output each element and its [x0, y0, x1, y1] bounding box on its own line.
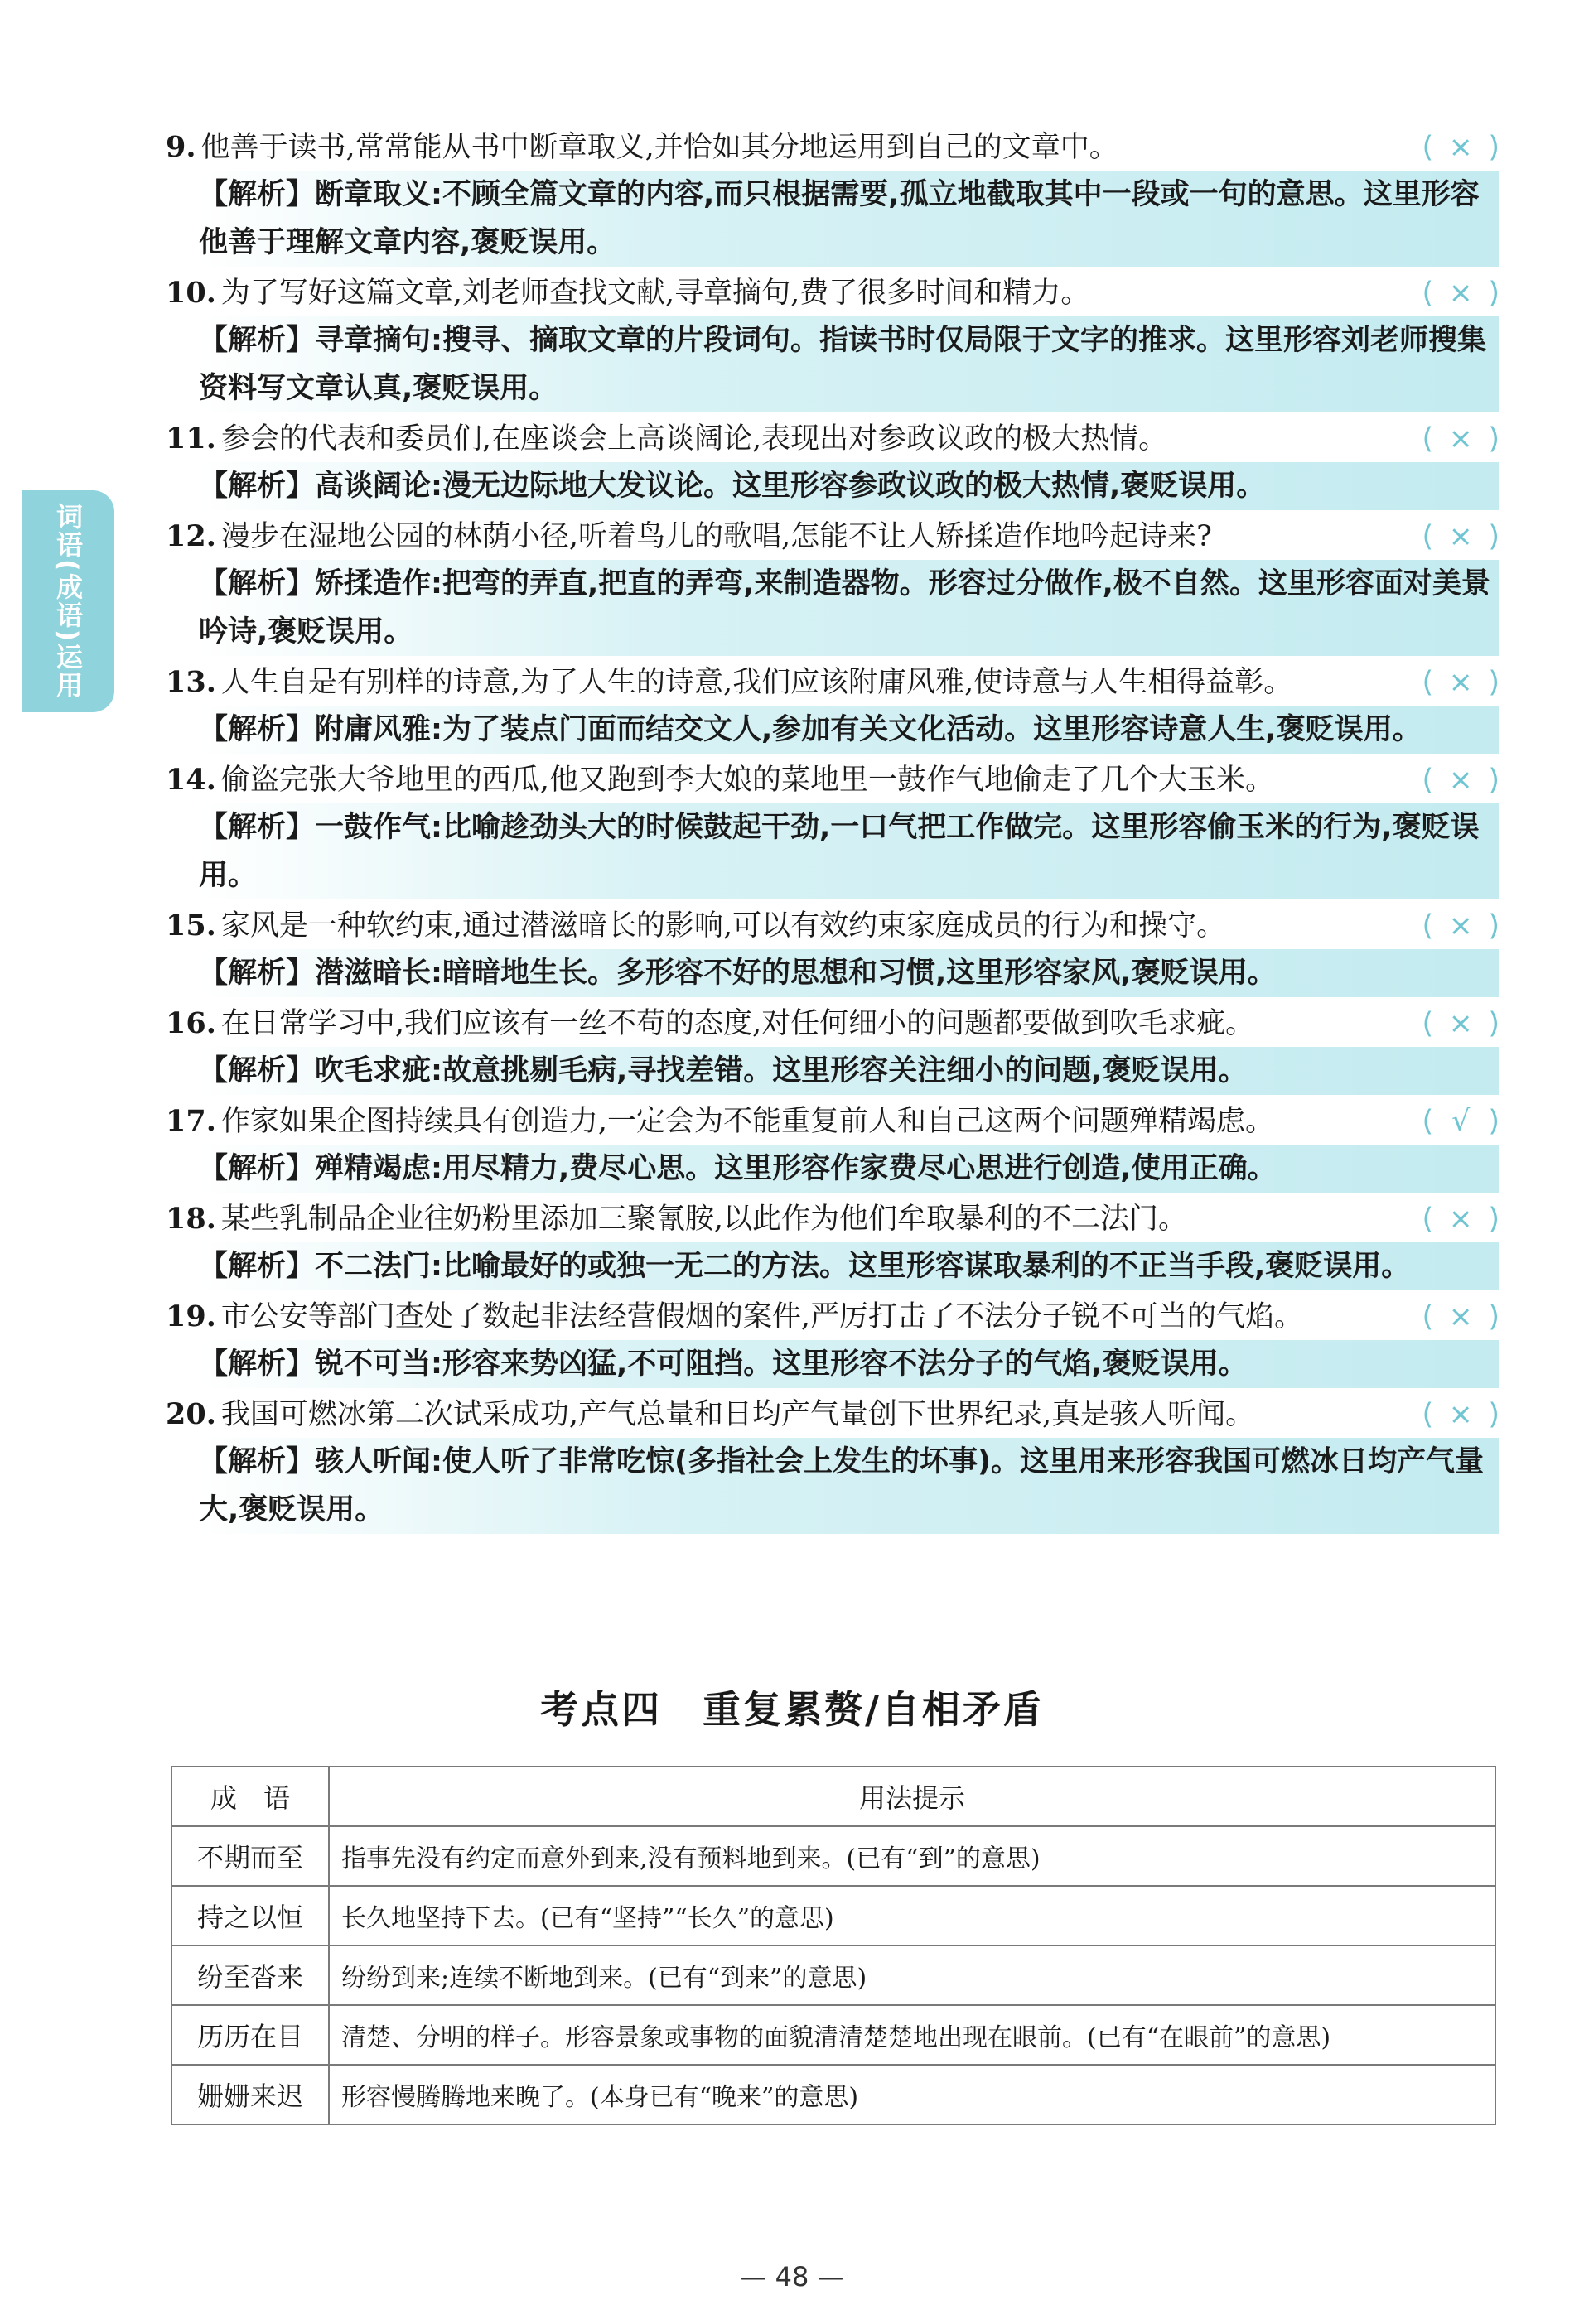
- question-text: 参会的代表和委员们,在座谈会上高谈阔论,表现出对参政议政的极大热情。: [220, 422, 1168, 456]
- question-item: [166, 1098, 1499, 1193]
- analysis-text: 【解析】一鼓作气:比喻趁劲头大的时候鼓起干劲,一口气把工作做完。这里形容偷玉米的行为,褒贬误用。: [199, 803, 1499, 899]
- question-number: 11.: [166, 422, 216, 456]
- idiom-cell: 持之以恒: [171, 1886, 329, 1946]
- answer-mark: ( × ): [1392, 1000, 1499, 1047]
- answer-symbol: ×: [1448, 666, 1473, 699]
- page-number: — 48 —: [740, 2261, 844, 2293]
- analysis-text: 【解析】殚精竭虑:用尽精力,费尽心思。这里形容作家费尽心思进行创造,使用正确。: [199, 1145, 1499, 1193]
- analysis-text: 【解析】吹毛求疵:故意挑剔毛病,寻找差错。这里形容关注细小的问题,褒贬误用。: [199, 1047, 1499, 1095]
- analysis-text: 【解析】断章取义:不顾全篇文章的内容,而只根据需要,孤立地截取其中一段或一句的意思。这里形容他善于理解文章内容,褒贬误用。: [199, 171, 1499, 267]
- answer-symbol: ×: [1448, 909, 1473, 943]
- analysis-text: 【解析】不二法门:比喻最好的或独一无二的方法。这里形容谋取暴利的不正当手段,褒贬误用。: [199, 1242, 1499, 1290]
- question-item: [166, 416, 1499, 510]
- column-header-usage: 用法提示: [329, 1767, 1495, 1826]
- question-item: [166, 1294, 1499, 1388]
- question-text: 为了写好这篇文章,刘老师查找文献,寻章摘句,费了很多时间和精力。: [220, 277, 1090, 310]
- answer-mark: ( × ): [1392, 270, 1499, 316]
- usage-cell: 长久地坚持下去。(已有“坚持”“长久”的意思): [329, 1886, 1495, 1946]
- question-number: 14.: [166, 763, 216, 797]
- answer-mark: ( × ): [1392, 416, 1499, 462]
- answer-mark: ( × ): [1392, 757, 1499, 803]
- analysis-text: 【解析】高谈阔论:漫无边际地大发议论。这里形容参政议政的极大热情,褒贬误用。: [199, 462, 1499, 510]
- question-item: [166, 124, 1499, 267]
- question-number: 17.: [166, 1104, 216, 1138]
- usage-cell: 形容慢腾腾地来晚了。(本身已有“晚来”的意思): [329, 2065, 1495, 2124]
- question-item: [166, 757, 1499, 899]
- question-item: [166, 1000, 1499, 1095]
- usage-cell: 纷纷到来;连续不断地到来。(已有“到来”的意思): [329, 1946, 1495, 2005]
- question-text: 人生自是有别样的诗意,为了人生的诗意,我们应该附庸风雅,使诗意与人生相得益彰。: [220, 666, 1293, 699]
- answer-symbol: ×: [1448, 131, 1473, 164]
- answer-symbol: ×: [1448, 1007, 1473, 1040]
- analysis-text: 【解析】潜滋暗长:暗暗地生长。多形容不好的思想和习惯,这里形容家风,褒贬误用。: [199, 949, 1499, 997]
- analysis-text: 【解析】寻章摘句:搜寻、摘取文章的片段词句。指读书时仅局限于文字的推求。这里形容刘老师搜集资料写文章认真,褒贬误用。: [199, 316, 1499, 412]
- question-text: 我国可燃冰第二次试采成功,产气总量和日均产气量创下世界纪录,真是骇人听闻。: [220, 1398, 1255, 1431]
- question-item: [166, 659, 1499, 754]
- question-item: [166, 270, 1499, 412]
- question-number: 9.: [166, 130, 196, 164]
- question-text: 家风是一种软约束,通过潜滋暗长的影响,可以有效约束家庭成员的行为和操守。: [220, 909, 1226, 943]
- answer-symbol: ×: [1448, 1203, 1473, 1236]
- question-item: [166, 513, 1499, 656]
- question-item: [166, 1196, 1499, 1290]
- question-number: 19.: [166, 1299, 216, 1333]
- side-tab: [22, 490, 114, 712]
- answer-symbol: ×: [1448, 1300, 1473, 1333]
- question-text: 他善于读书,常常能从书中断章取义,并恰如其分地运用到自己的文章中。: [200, 131, 1118, 164]
- section-heading: 考点四 重复累赘/自相矛盾: [540, 1687, 1044, 1732]
- table-header-row: [171, 1767, 1495, 1826]
- answer-symbol: ×: [1448, 277, 1473, 310]
- question-number: 15.: [166, 909, 216, 943]
- idiom-cell: 不期而至: [171, 1826, 329, 1886]
- idiom-cell: 纷至沓来: [171, 1946, 329, 2005]
- question-number: 12.: [166, 519, 216, 553]
- analysis-text: 【解析】骇人听闻:使人听了非常吃惊(多指社会上发生的坏事)。这里用来形容我国可燃冰日均产气量大,褒贬误用。: [199, 1438, 1499, 1534]
- analysis-text: 【解析】附庸风雅:为了装点门面而结交文人,参加有关文化活动。这里形容诗意人生,褒贬误用。: [199, 706, 1499, 754]
- idiom-table: [171, 1766, 1496, 2125]
- answer-symbol: √: [1451, 1105, 1471, 1138]
- question-text: 偷盗完张大爷地里的西瓜,他又跑到李大娘的菜地里一鼓作气地偷走了几个大玉米。: [220, 764, 1275, 797]
- table-row: [171, 1886, 1495, 1946]
- question-text: 漫步在湿地公园的林荫小径,听着鸟儿的歌唱,怎能不让人矫揉造作地吟起诗来?: [220, 520, 1212, 553]
- question-number: 10.: [166, 276, 216, 310]
- question-number: 13.: [166, 665, 216, 699]
- analysis-text: 【解析】锐不可当:形容来势凶猛,不可阻挡。这里形容不法分子的气焰,褒贬误用。: [199, 1340, 1499, 1388]
- answer-symbol: ×: [1448, 764, 1473, 797]
- answer-symbol: ×: [1448, 422, 1473, 456]
- column-header-idiom: 成 语: [171, 1767, 329, 1826]
- question-number: 20.: [166, 1397, 216, 1431]
- question-number: 18.: [166, 1202, 216, 1236]
- question-text: 市公安等部门查处了数起非法经营假烟的案件,严厉打击了不法分子锐不可当的气焰。: [220, 1300, 1304, 1333]
- question-text: 作家如果企图持续具有创造力,一定会为不能重复前人和自己这两个问题殚精竭虑。: [220, 1105, 1275, 1138]
- answer-mark: ( × ): [1392, 1391, 1499, 1438]
- usage-cell: 清楚、分明的样子。形容景象或事物的面貌清清楚楚地出现在眼前。(已有“在眼前”的意思): [329, 2005, 1495, 2065]
- answer-symbol: ×: [1448, 1398, 1473, 1431]
- answer-mark: ( × ): [1392, 903, 1499, 949]
- table-row: [171, 2005, 1495, 2065]
- answer-mark: ( × ): [1392, 1294, 1499, 1340]
- answer-mark: ( × ): [1392, 124, 1499, 171]
- table-row: [171, 1946, 1495, 2005]
- side-tab-label: 词语(成语)运用: [52, 503, 84, 700]
- table-row: [171, 1826, 1495, 1886]
- answer-symbol: ×: [1448, 520, 1473, 553]
- usage-cell: 指事先没有约定而意外到来,没有预料地到来。(已有“到”的意思): [329, 1826, 1495, 1886]
- question-text: 在日常学习中,我们应该有一丝不苟的态度,对任何细小的问题都要做到吹毛求疵。: [220, 1007, 1255, 1040]
- table-row: [171, 2065, 1495, 2124]
- answer-mark: ( × ): [1392, 659, 1499, 706]
- question-number: 16.: [166, 1006, 216, 1040]
- answer-mark: ( √ ): [1392, 1098, 1499, 1145]
- question-list: [166, 124, 1499, 1537]
- idiom-cell: 姗姗来迟: [171, 2065, 329, 2124]
- question-item: [166, 903, 1499, 997]
- answer-mark: ( × ): [1392, 1196, 1499, 1242]
- idiom-cell: 历历在目: [171, 2005, 329, 2065]
- analysis-text: 【解析】矫揉造作:把弯的弄直,把直的弄弯,来制造器物。形容过分做作,极不自然。这里形容面对美景吟诗,褒贬误用。: [199, 560, 1499, 656]
- question-text: 某些乳制品企业往奶粉里添加三聚氰胺,以此作为他们牟取暴利的不二法门。: [220, 1203, 1188, 1236]
- question-item: [166, 1391, 1499, 1534]
- answer-mark: ( × ): [1392, 513, 1499, 560]
